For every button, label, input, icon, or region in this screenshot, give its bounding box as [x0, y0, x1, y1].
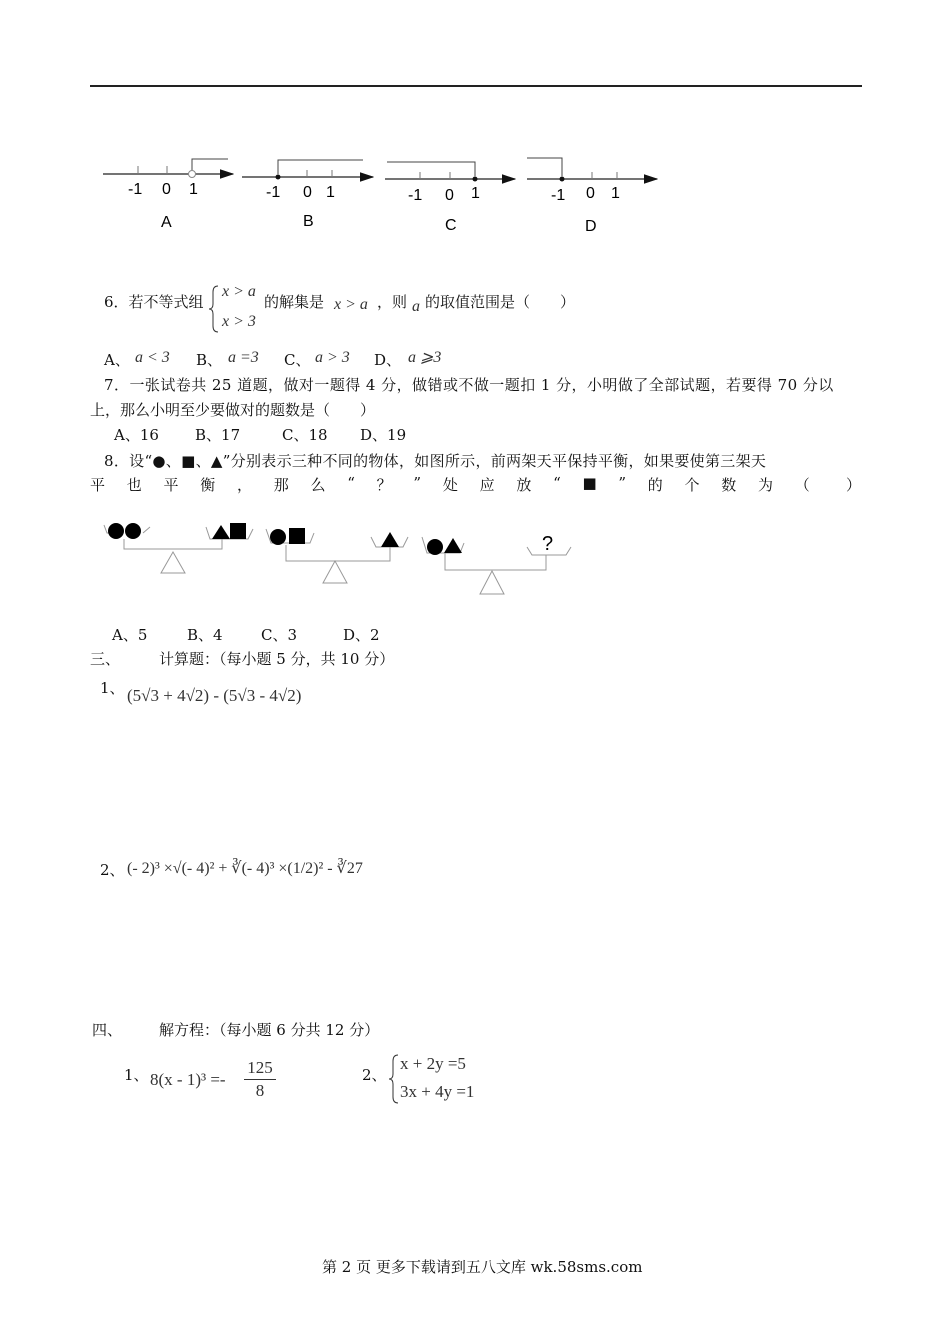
q8-word: 放	[516, 476, 532, 494]
q8-word: ？	[376, 476, 392, 494]
q6-mid2: ，则	[377, 293, 408, 311]
q7-choice-d: D、19	[360, 426, 407, 444]
section4-system-brace	[388, 1053, 400, 1105]
tick-neg1-b: -1	[266, 184, 281, 201]
number-line-c	[385, 162, 515, 234]
section4-problem1-label: 1、	[124, 1066, 149, 1084]
number-line-options	[95, 150, 675, 240]
section3-problem1-label: 1、	[100, 679, 125, 697]
q7-choice-a: A、16	[114, 426, 159, 444]
square-shape	[230, 523, 246, 539]
fraction-numerator: 125	[244, 1057, 276, 1080]
fraction-denominator: 8	[255, 1081, 265, 1100]
circle-shape	[270, 529, 286, 545]
q8-word: 平	[90, 476, 106, 494]
q8-word: 处	[442, 476, 458, 494]
section3-title: 计算题：（每小题 5 分，共 10 分）	[159, 650, 395, 668]
tick-1-b: 1	[326, 184, 335, 201]
balance-scale-2	[266, 528, 408, 583]
q7-line2: 上，那么小明至少要做对的题数是（ ）	[90, 401, 376, 419]
page-footer: 第 2 页 更多下载请到五八文库 wk.58sms.com	[322, 1258, 643, 1276]
square-shape	[289, 528, 305, 544]
section4-system-eq2: 3x + 4y =1	[400, 1082, 475, 1101]
q8-word: ”	[618, 474, 627, 492]
balance-scales	[100, 515, 580, 605]
q6-mid: 的解集是	[264, 293, 325, 311]
question-mark: ?	[542, 533, 554, 555]
q7-choice-b: B、17	[195, 426, 241, 444]
number-line-a	[103, 159, 233, 231]
balance-scale-3	[422, 533, 571, 594]
q6-solution: x > a	[334, 296, 368, 313]
q6-prefix: 6．若不等式组	[104, 293, 204, 311]
tick-neg1-a: -1	[128, 181, 143, 198]
q8-line2	[90, 474, 810, 495]
q8-word: （	[794, 476, 810, 494]
tick-neg1-c: -1	[408, 187, 423, 204]
triangle-shape	[381, 532, 399, 547]
label-c: C	[445, 217, 457, 234]
triangle-shape	[212, 525, 230, 539]
q8-word: “	[347, 474, 355, 492]
q8-word: “	[553, 474, 561, 492]
q8-word: ，	[237, 476, 253, 494]
q8-word: 数	[721, 476, 737, 494]
section4-number: 四、	[92, 1021, 123, 1039]
q6-choice-a-label: A、	[104, 351, 130, 369]
q8-word: ■	[582, 474, 597, 492]
q8-choice-b: B、4	[187, 626, 223, 644]
q8-choice-a: A、5	[112, 626, 148, 644]
section3-problem2-label: 2、	[100, 861, 125, 879]
circle-shape	[125, 523, 141, 539]
circle-shape	[427, 539, 443, 555]
q6-system-line2: x > 3	[222, 313, 256, 330]
section3-problem1-expr: (5√3 + 4√2) - (5√3 - 4√2)	[127, 686, 302, 705]
q8-word: 么	[310, 476, 326, 494]
q8-word: 的	[647, 476, 663, 494]
q6-choice-c-expr: a > 3	[315, 349, 350, 366]
q8-word: 平	[163, 476, 179, 494]
section3-number: 三、	[90, 650, 121, 668]
tick-1-a: 1	[189, 181, 198, 198]
triangle-shape	[444, 538, 462, 553]
tick-1-c: 1	[471, 185, 480, 202]
label-d: D	[585, 218, 597, 235]
number-line-b	[242, 160, 373, 230]
balance-scale-1	[104, 523, 253, 573]
q6-choice-a-expr: a < 3	[135, 349, 170, 366]
section4-problem1-lhs: 8(x - 1)³ =-	[150, 1070, 226, 1089]
q8-word: ”	[413, 474, 422, 492]
q6-system-line1: x > a	[222, 283, 256, 300]
tick-1-d: 1	[611, 185, 620, 202]
q8-word: 应	[479, 476, 495, 494]
number-line-d	[527, 158, 657, 235]
label-a: A	[161, 214, 172, 231]
q6-suffix: 的取值范围是（ ）	[425, 293, 576, 311]
q8-line1: 8．设“●、■、▲”分别表示三种不同的物体，如图所示，前两架天平保持平衡，如果要使第三架天	[104, 452, 767, 470]
q8-choice-d: D、2	[343, 626, 380, 644]
q8-choice-c: C、3	[261, 626, 298, 644]
q8-word: 也	[126, 476, 142, 494]
tick-0-a: 0	[162, 181, 171, 198]
tick-0-c: 0	[445, 187, 454, 204]
q8-word: 个	[684, 476, 700, 494]
section4-problem2-label: 2、	[362, 1066, 387, 1084]
tick-neg1-d: -1	[551, 187, 566, 204]
tick-0-d: 0	[586, 185, 595, 202]
section4-problem1-fraction	[244, 1057, 276, 1102]
q8-word: 衡	[200, 476, 216, 494]
q8-word: 那	[273, 476, 289, 494]
q6-choice-b-expr: a =3	[228, 349, 259, 366]
q8-line2-end: ）	[846, 476, 862, 494]
section3-problem2-expr: (- 2)³ ×√(- 4)² + ∛(- 4)³ ×(1/2)² - ∛27	[127, 860, 363, 877]
q6-choice-c-label: C、	[284, 351, 311, 369]
circle-shape	[108, 523, 124, 539]
header-rule	[90, 85, 862, 87]
q7-line1: 7．一张试卷共 25 道题，做对一题得 4 分，做错或不做一题扣 1 分，小明做了全部试题，若要得 70 分以	[104, 376, 834, 394]
q6-choice-b-label: B、	[196, 351, 223, 369]
label-b: B	[303, 213, 314, 230]
q6-choice-d-label: D、	[374, 351, 402, 369]
q6-brace	[208, 284, 222, 334]
q7-choice-c: C、18	[282, 426, 328, 444]
tick-0-b: 0	[303, 184, 312, 201]
q6-choice-d-expr: a ⩾3	[408, 349, 442, 366]
section4-title: 解方程：（每小题 6 分共 12 分）	[159, 1021, 380, 1039]
q8-word: 为	[758, 476, 774, 494]
q6-variable: a	[412, 298, 420, 315]
section4-system-eq1: x + 2y =5	[400, 1054, 466, 1073]
